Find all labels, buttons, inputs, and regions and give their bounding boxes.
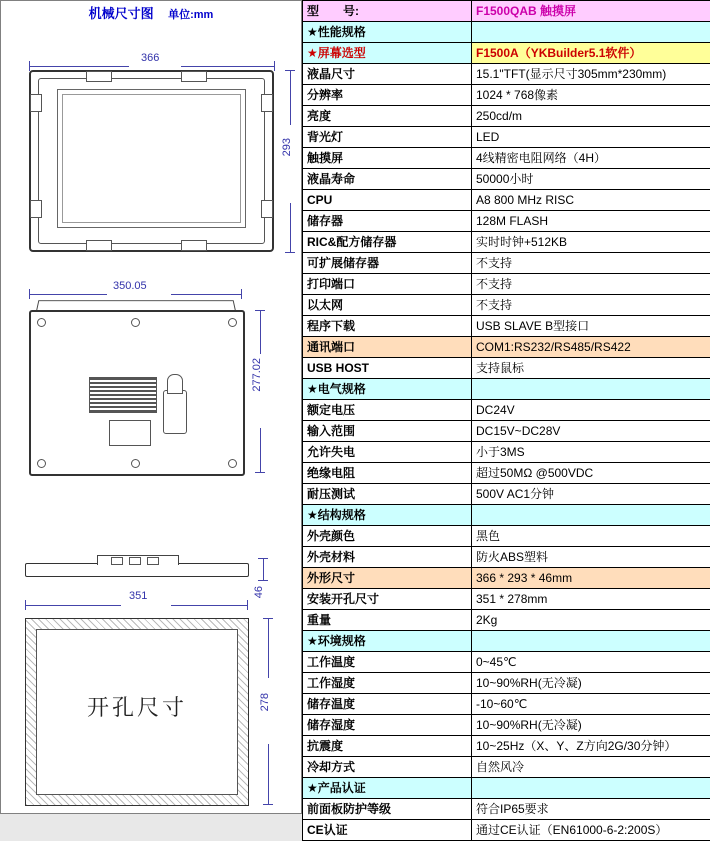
spec-value: 50000小时 bbox=[472, 169, 710, 190]
table-row bbox=[303, 610, 710, 631]
spec-key: 允许失电 bbox=[303, 442, 472, 463]
table-row bbox=[303, 43, 710, 64]
table-row bbox=[303, 106, 710, 127]
thickness-dimension: 46 bbox=[253, 586, 265, 598]
spec-key: 分辨率 bbox=[303, 85, 472, 106]
spec-key: RIC&配方储存器 bbox=[303, 232, 472, 253]
spec-value: 2Kg bbox=[472, 610, 710, 631]
spec-value: 黑色 bbox=[472, 526, 710, 547]
spec-key: 外壳颜色 bbox=[303, 526, 472, 547]
spec-value: COM1:RS232/RS485/RS422 bbox=[472, 337, 710, 358]
drawing-title bbox=[1, 1, 301, 28]
spec-value: 15.1"TFT(显示尺寸305mm*230mm) bbox=[472, 64, 710, 85]
spec-value: 通过CE认证（EN61000-6-2:200S） bbox=[472, 820, 710, 841]
spec-key: ★结构规格 bbox=[303, 505, 472, 526]
back-height-dimension: 277.02 bbox=[251, 358, 263, 392]
spec-value: 小于3MS bbox=[472, 442, 710, 463]
table-row bbox=[303, 505, 710, 526]
drawing-canvas bbox=[1, 28, 303, 814]
spec-key: 液晶寿命 bbox=[303, 169, 472, 190]
spec-value bbox=[472, 778, 710, 799]
spec-value: 10~25Hz（X、Y、Z方向2G/30分钟） bbox=[472, 736, 710, 757]
spec-key: 耐压测试 bbox=[303, 484, 472, 505]
spec-value: 10~90%RH(无冷凝) bbox=[472, 673, 710, 694]
mechanical-drawing-panel bbox=[0, 0, 302, 814]
table-row bbox=[303, 316, 710, 337]
spec-value: 符合IP65要求 bbox=[472, 799, 710, 820]
table-row bbox=[303, 337, 710, 358]
spec-key: CPU bbox=[303, 190, 472, 211]
spec-table-panel bbox=[302, 0, 710, 814]
spec-value: DC24V bbox=[472, 400, 710, 421]
table-row bbox=[303, 274, 710, 295]
table-row bbox=[303, 169, 710, 190]
side-view-drawing bbox=[25, 555, 247, 581]
spec-table bbox=[302, 0, 710, 841]
spec-value: 支持鼠标 bbox=[472, 358, 710, 379]
spec-value: 366 * 293 * 46mm bbox=[472, 568, 710, 589]
spec-value: 500V AC1分钟 bbox=[472, 484, 710, 505]
spec-table-body bbox=[303, 1, 710, 841]
spec-value bbox=[472, 22, 710, 43]
spec-value: 不支持 bbox=[472, 295, 710, 316]
table-row bbox=[303, 190, 710, 211]
table-row bbox=[303, 715, 710, 736]
table-row bbox=[303, 778, 710, 799]
table-row bbox=[303, 799, 710, 820]
spec-key: 储存器 bbox=[303, 211, 472, 232]
spec-key: 外形尺寸 bbox=[303, 568, 472, 589]
table-row bbox=[303, 589, 710, 610]
spec-value bbox=[472, 631, 710, 652]
spec-value: 351 * 278mm bbox=[472, 589, 710, 610]
spec-header-row bbox=[303, 1, 710, 22]
spec-key: ★屏幕选型 bbox=[303, 43, 472, 64]
spec-value: USB SLAVE B型接口 bbox=[472, 316, 710, 337]
drawing-unit-label: 单位:mm bbox=[168, 9, 213, 21]
spec-value: A8 800 MHz RISC bbox=[472, 190, 710, 211]
spec-value: 超过50MΩ @500VDC bbox=[472, 463, 710, 484]
table-row bbox=[303, 85, 710, 106]
front-width-dimension: 366 bbox=[141, 52, 159, 64]
drawing-title-text: 机械尺寸图 bbox=[89, 6, 154, 21]
cutout-width-dimension: 351 bbox=[129, 590, 147, 602]
table-row bbox=[303, 295, 710, 316]
spec-key: 额定电压 bbox=[303, 400, 472, 421]
cutout-drawing bbox=[25, 618, 249, 806]
spec-value: 0~45℃ bbox=[472, 652, 710, 673]
table-row bbox=[303, 64, 710, 85]
spec-value bbox=[472, 505, 710, 526]
spec-value: LED bbox=[472, 127, 710, 148]
table-row bbox=[303, 400, 710, 421]
spec-key: 亮度 bbox=[303, 106, 472, 127]
table-row bbox=[303, 22, 710, 43]
spec-value: 实时时钟+512KB bbox=[472, 232, 710, 253]
table-row bbox=[303, 631, 710, 652]
table-row bbox=[303, 232, 710, 253]
spec-value: 自然风冷 bbox=[472, 757, 710, 778]
cutout-height-dimension: 278 bbox=[259, 693, 271, 711]
spec-key: USB HOST bbox=[303, 358, 472, 379]
table-row bbox=[303, 673, 710, 694]
cutout-label: 开孔尺寸 bbox=[26, 691, 248, 722]
table-row bbox=[303, 694, 710, 715]
table-row bbox=[303, 736, 710, 757]
spec-key: 储存湿度 bbox=[303, 715, 472, 736]
spec-value: 4线精密电阻网络（4H） bbox=[472, 148, 710, 169]
table-row bbox=[303, 547, 710, 568]
spec-key: 打印端口 bbox=[303, 274, 472, 295]
table-row bbox=[303, 757, 710, 778]
spec-key: ★电气规格 bbox=[303, 379, 472, 400]
spec-key: 重量 bbox=[303, 610, 472, 631]
table-row bbox=[303, 421, 710, 442]
table-row bbox=[303, 211, 710, 232]
spec-key: 输入范围 bbox=[303, 421, 472, 442]
spec-key: 安装开孔尺寸 bbox=[303, 589, 472, 610]
table-row bbox=[303, 253, 710, 274]
spec-key: 绝缘电阻 bbox=[303, 463, 472, 484]
spec-key: 程序下载 bbox=[303, 316, 472, 337]
spec-value: 128M FLASH bbox=[472, 211, 710, 232]
spec-key: 可扩展储存器 bbox=[303, 253, 472, 274]
spec-value: 防火ABS塑料 bbox=[472, 547, 710, 568]
spec-value: F1500A（YKBuilder5.1软件） bbox=[472, 43, 710, 64]
spec-value: 250cd/m bbox=[472, 106, 710, 127]
spec-key: 工作温度 bbox=[303, 652, 472, 673]
spec-key: ★性能规格 bbox=[303, 22, 472, 43]
table-row bbox=[303, 148, 710, 169]
table-row bbox=[303, 463, 710, 484]
spec-header-key: 型 号: bbox=[303, 1, 472, 22]
spec-key: 冷却方式 bbox=[303, 757, 472, 778]
front-height-dimension: 293 bbox=[281, 138, 293, 156]
table-row bbox=[303, 568, 710, 589]
spec-key: 抗震度 bbox=[303, 736, 472, 757]
table-row bbox=[303, 379, 710, 400]
back-width-dimension: 350.05 bbox=[113, 280, 147, 292]
spec-value: 10~90%RH(无冷凝) bbox=[472, 715, 710, 736]
spec-key: 前面板防护等级 bbox=[303, 799, 472, 820]
back-view-drawing bbox=[29, 300, 241, 480]
table-row bbox=[303, 127, 710, 148]
table-row bbox=[303, 652, 710, 673]
spec-value: 1024 * 768像素 bbox=[472, 85, 710, 106]
spec-key: 储存温度 bbox=[303, 694, 472, 715]
spec-value: -10~60℃ bbox=[472, 694, 710, 715]
spec-header-value: F1500QAB 触摸屏 bbox=[472, 1, 710, 22]
spec-value: 不支持 bbox=[472, 274, 710, 295]
spec-key: 液晶尺寸 bbox=[303, 64, 472, 85]
table-row bbox=[303, 526, 710, 547]
spec-value bbox=[472, 379, 710, 400]
spec-value: DC15V~DC28V bbox=[472, 421, 710, 442]
table-row bbox=[303, 484, 710, 505]
spec-key: 外壳材料 bbox=[303, 547, 472, 568]
spec-key: 工作湿度 bbox=[303, 673, 472, 694]
spec-key: ★环境规格 bbox=[303, 631, 472, 652]
spec-key: CE认证 bbox=[303, 820, 472, 841]
spec-key: 通讯端口 bbox=[303, 337, 472, 358]
table-row bbox=[303, 358, 710, 379]
spec-key: 以太网 bbox=[303, 295, 472, 316]
front-view-drawing bbox=[29, 70, 274, 252]
spec-key: ★产品认证 bbox=[303, 778, 472, 799]
spec-key: 触摸屏 bbox=[303, 148, 472, 169]
spec-value: 不支持 bbox=[472, 253, 710, 274]
spec-key: 背光灯 bbox=[303, 127, 472, 148]
table-row bbox=[303, 442, 710, 463]
table-row bbox=[303, 820, 710, 841]
